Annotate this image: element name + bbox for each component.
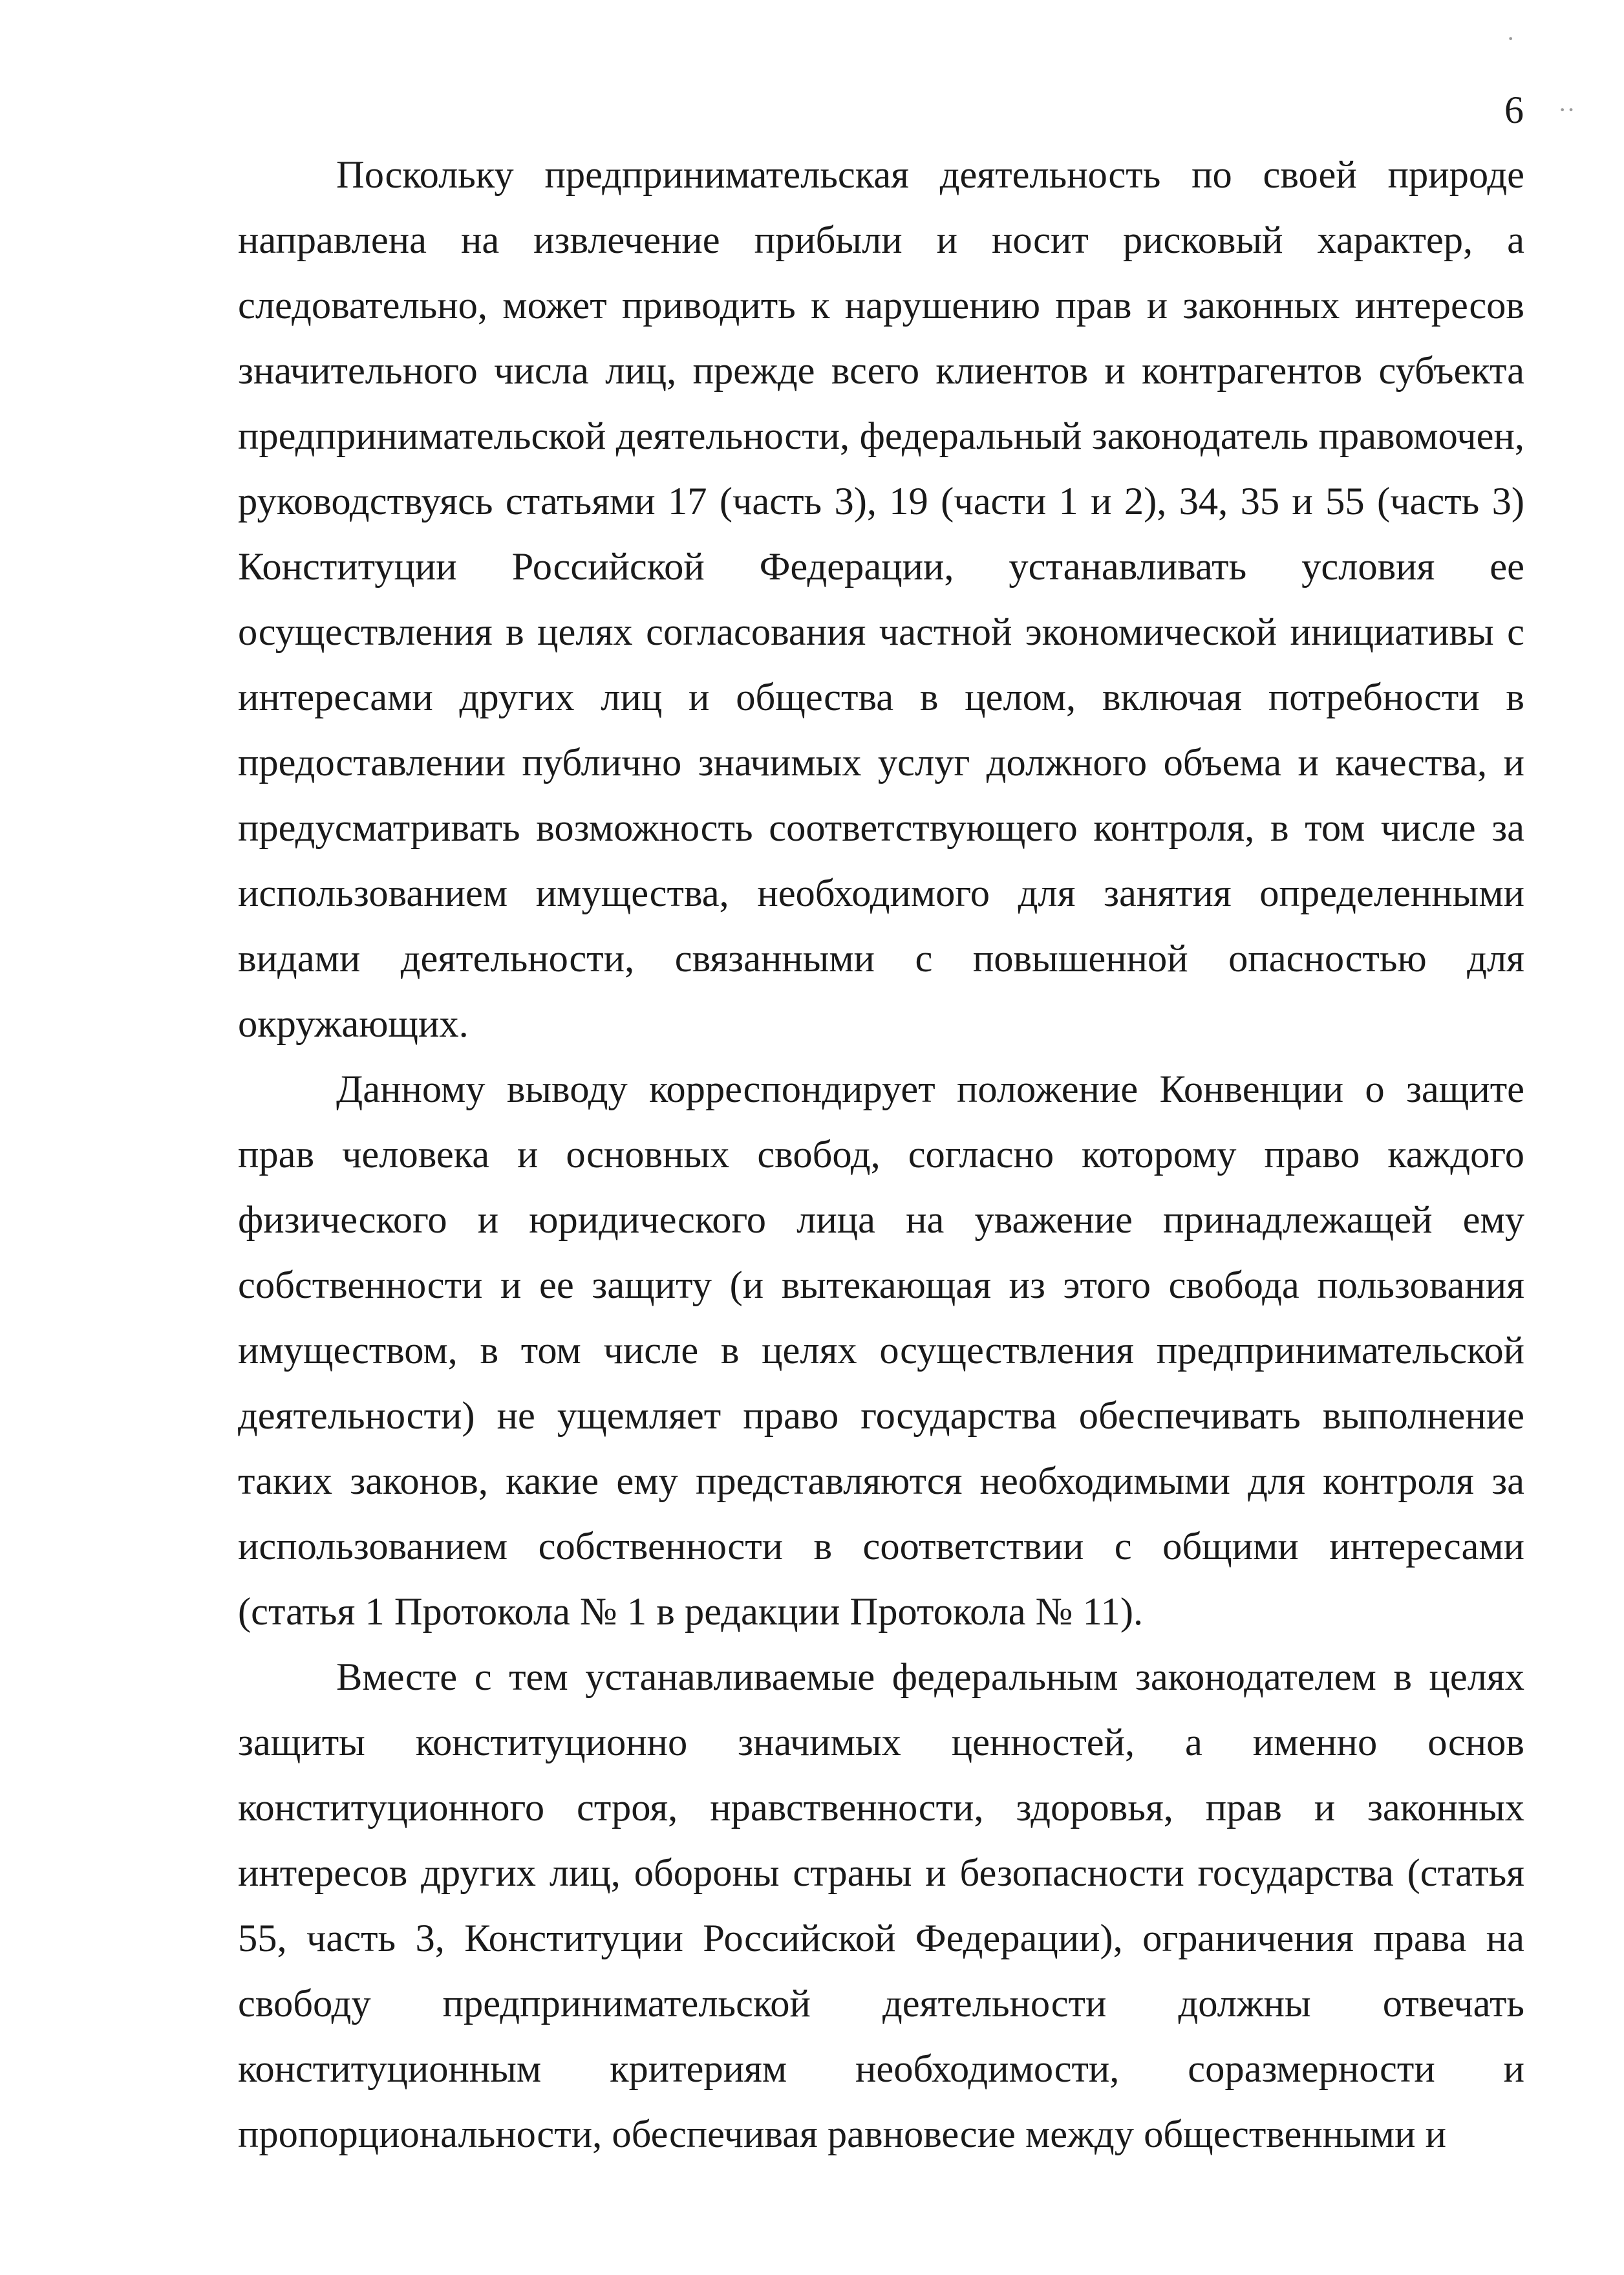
scan-speck: ·: [1506, 24, 1515, 53]
scan-speck: ··: [1558, 95, 1576, 124]
paragraph: Поскольку предпринимательская деятельность по своей природе направлена на извлечение прибыли и носит рисковый характер, а следовательно, может приводить к нарушению прав и законных интересов значительного числа лиц, прежде всего клиентов и контрагентов субъекта предпринимательской деятельности, федеральный законодатель правомочен, руководствуясь статьями 17 (часть 3), 19 (части 1 и 2), 34, 35 и 55 (часть 3) Конституции Российской Федерации, устанавливать условия ее осуществления в целях согласования частной экономической инициативы с интересами других лиц и общества в целом, включая потребности в предоставлении публично значимых услуг должного объема и качества, и предусматривать возможность соответствующего контроля, в том числе за использованием имущества, необходимого для занятия определенными видами деятельности, связанными с повышенной опасностью для окружающих.: [238, 153, 1524, 1046]
paragraph: Данному выводу корреспондирует положение Конвенции о защите прав человека и основных свобод, согласно которому право каждого физического и юридического лица на уважение принадлежащей ему собственности и ее защиту (и вытекающая из этого свобода пользования имуществом, в том числе в целях осуществления предпринимательской деятельности) не ущемляет право государства обеспечивать выполнение таких законов, какие ему представляются необходимыми для контроля за использованием собственности в соответствии с общими интересами (статья 1 Протокола № 1 в редакции Протокола № 11).: [238, 1068, 1524, 1633]
document-body: [238, 142, 1524, 2167]
paragraph: Вместе с тем устанавливаемые федеральным законодателем в целях защиты конституционно значимых ценностей, а именно основ конституционного строя, нравственности, здоровья, прав и законных интересов других лиц, обороны страны и безопасности государства (статья 55, часть 3, Конституции Российской Федерации), ограничения права на свободу предпринимательской деятельности должны отвечать конституционным критериям необходимости, соразмерности и пропорциональности, обеспечивая равновесие между общественными и: [238, 1655, 1524, 2156]
page-number: 6: [1504, 89, 1524, 131]
